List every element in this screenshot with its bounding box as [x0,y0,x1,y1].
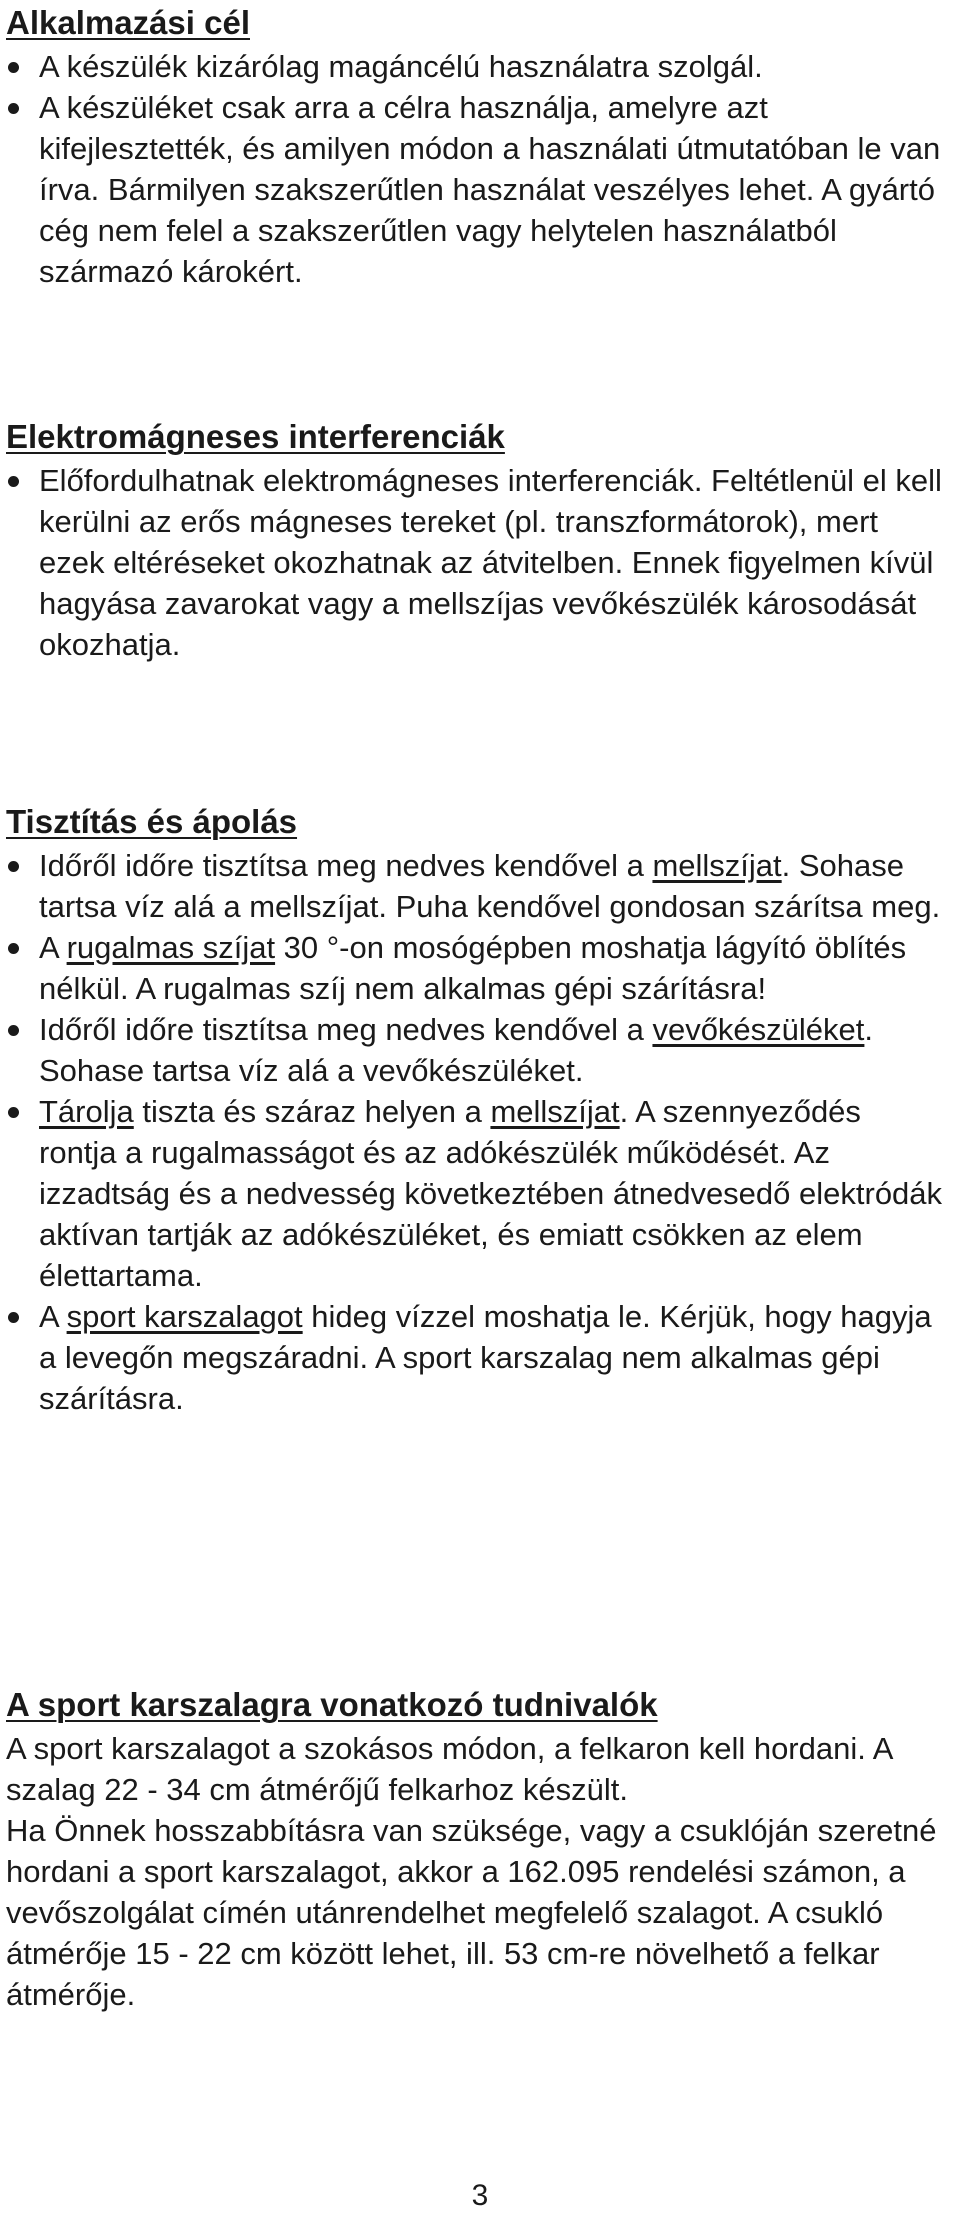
application-list [6,46,946,292]
bullet-icon [8,1312,19,1323]
bullet-icon [8,62,19,73]
list-item [6,460,946,665]
list-item [6,46,946,87]
section-application [6,0,946,292]
section-sport-armband [6,1682,946,2015]
paragraph-armband-usage: A sport karszalagot a szokásos módon, a felkaron kell hordani. A szalag 22 - 34 cm átmérőjű felkarhoz készült. [6,1731,892,1807]
underlined-term: Tárolja [39,1094,134,1129]
bullet-icon [8,476,19,487]
bullet-text-post: 30 °-on mosógépben moshatja lágyító öblítés nélkül. A rugalmas szíj nem alkalmas gépi szárításra! [39,930,907,1006]
list-item [6,927,946,1009]
bullet-text-pre: A [39,1299,67,1334]
bullet-text-post: hideg vízzel moshatja le. Kérjük, hogy hagyja a levegőn megszáradni. A sport karszalag nem alkalmas gépi szárításra. [39,1299,932,1416]
bullet-text-pre: Időről időre tisztítsa meg nedves kendővel a [39,1012,653,1047]
bullet-icon [8,1107,19,1118]
bullet-text-post: . Sohase tartsa víz alá a vevőkészüléket. [39,1012,874,1088]
interference-list [6,460,946,665]
section-interference [6,414,946,665]
bullet-text-pre: Időről időre tisztítsa meg nedves kendővel a [39,848,653,883]
list-item [6,1009,946,1091]
bullet-icon [8,103,19,114]
underlined-term: vevőkészüléket [652,1012,865,1047]
section-cleaning [6,799,946,1419]
list-item [6,87,946,292]
underlined-term: mellszíjat [490,1094,620,1129]
page-number: 3 [471,2179,489,2212]
bullet-icon [8,943,19,954]
underlined-term: sport karszalagot [66,1299,303,1334]
section-title-interference: Elektromágneses interferenciák [6,418,505,455]
bullet-text-post: . Sohase tartsa víz alá a mellszíjat. Puha kendővel gondosan szárítsa meg. [39,848,941,924]
paragraph-armband-extension: Ha Önnek hosszabbításra van szüksége, vagy a csuklóján szeretné hordani a sport karszalagot, akkor a 162.095 rendelési számon, a vevőszolgálat címén utánrendelhet megfelelő szalagot. A csukló átmérője 15 - 22 cm között lehet, ill. 53 cm-re növelhető a felkar átmérője. [6,1813,937,2012]
section-title-sport-armband: A sport karszalagra vonatkozó tudnivalók [6,1686,658,1723]
list-item [6,845,946,927]
bullet-text: A készülék kizárólag magáncélú használatra szolgál. [39,49,763,84]
bullet-icon [8,861,19,872]
underlined-term: mellszíjat [652,848,782,883]
bullet-icon [8,1025,19,1036]
section-title-application: Alkalmazási cél [6,4,250,41]
bullet-text: Előfordulhatnak elektromágneses interferenciák. Feltétlenül el kell kerülni az erős mágneses tereket (pl. transzformátorok), mert ezek eltéréseket okozhatnak az átvitelben. Ennek figyelmen kívül hagyása zavarokat vagy a mellszíjas vevőkészülék károsodását okozhatja. [39,463,942,662]
section-title-cleaning: Tisztítás és ápolás [6,803,298,840]
list-item [6,1296,946,1419]
underlined-term: rugalmas szíjat [66,930,276,965]
bullet-text-mid: tiszta és száraz helyen a [133,1094,491,1129]
list-item [6,1091,946,1296]
bullet-text-pre: A [39,930,67,965]
bullet-text-post: . A szennyeződés rontja a rugalmasságot és az adókészülék működését. Az izzadtság és a nedvesség következtében átnedvesedő elektródák aktívan tartják az adókészüléket, és emiatt csökken az elem élettartama. [39,1094,943,1293]
bullet-text: A készüléket csak arra a célra használja, amelyre azt kifejlesztették, és amilyen módon a használati útmutatóban le van írva. Bármilyen szakszerűtlen használat veszélyes lehet. A gyártó cég nem felel a szakszerűtlen vagy helytelen használatból származó károkért. [39,90,941,289]
cleaning-list [6,845,946,1419]
